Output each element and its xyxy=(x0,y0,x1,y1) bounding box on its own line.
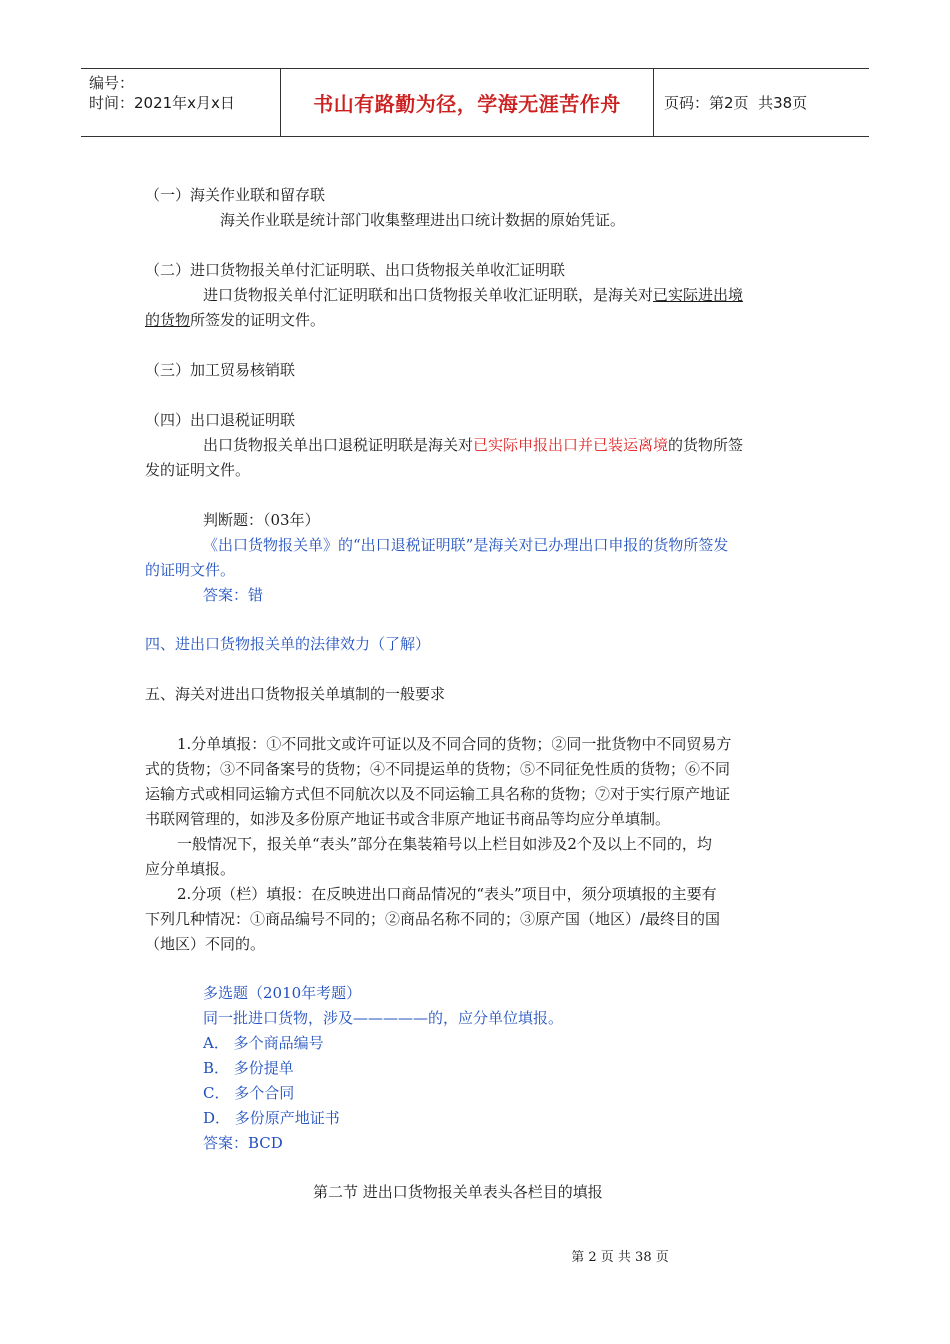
p1-line4: 书联网管理的，如涉及多份原产地证书或含非原产地证书商品等均应分单填制。 xyxy=(145,810,671,828)
sec4-title: 四、进出口货物报关单的法律效力（了解） xyxy=(145,635,431,653)
s1-title: （一）海关作业联和留存联 xyxy=(145,186,326,204)
s2-body-line2 xyxy=(145,308,325,333)
section-heading: 第二节 进出口货物报关单表头各栏目的填报 xyxy=(313,1183,603,1201)
s1-body: 海关作业联是统计部门收集整理进出口统计数据的原始凭证。 xyxy=(220,211,626,229)
page-footer: 第 2 页 共 38 页 xyxy=(571,1250,669,1265)
doc-number-label: 编号： xyxy=(89,74,135,92)
s4-body-a: 出口货物报关单出口退税证明联是海关对 xyxy=(203,436,474,454)
s4-body-b: 的货物所签 xyxy=(668,436,744,454)
p2-line1: 一般情况下，报关单“表头”部分在集装箱号以上栏目如涉及2个及以上不同的，均 xyxy=(177,835,712,853)
s4-body-red: 已实际申报出口并已装运离境 xyxy=(473,436,669,454)
doc-time-label: 时间：2021年x月x日 xyxy=(89,94,235,112)
p1-line1: 1.分单填报：①不同批文或许可证以及不同合同的货物；②同一批货物中不同贸易方 xyxy=(177,735,732,753)
page-header xyxy=(81,68,869,137)
p3-line1: 2.分项（栏）填报：在反映进出口商品情况的“表头”项目中，须分项填报的主要有 xyxy=(177,885,717,903)
s3-title: （三）加工贸易核销联 xyxy=(145,361,296,379)
s2-body-ul1: 已实际进出境 xyxy=(653,286,744,304)
mq-option-b: B． 多份提单 xyxy=(203,1059,294,1077)
mq-stem: 同一批进口货物，涉及—————的，应分单位填报。 xyxy=(203,1009,564,1027)
s2-body-a: 进口货物报关单付汇证明联和出口货物报关单收汇证明联，是海关对 xyxy=(203,286,654,304)
header-page-info: 页码：第2页 共38页 xyxy=(664,94,808,112)
s2-title: （二）进口货物报关单付汇证明联、出口货物报关单收汇证明联 xyxy=(145,261,566,279)
s2-body-line1 xyxy=(203,283,743,308)
q1-answer: 答案：错 xyxy=(203,586,264,604)
mq-answer: 答案：BCD xyxy=(203,1134,283,1152)
header-motto: 书山有路勤为径，学海无涯苦作舟 xyxy=(281,69,654,136)
mq-label: 多选题（2010年考题） xyxy=(203,984,362,1002)
mq-option-d: D． 多份原产地证书 xyxy=(203,1109,340,1127)
s4-body-line2: 发的证明文件。 xyxy=(145,461,251,479)
p2-line2: 应分单填报。 xyxy=(145,860,236,878)
s2-body-ul2: 的货物 xyxy=(145,311,191,329)
q1-line1: 《出口货物报关单》的“出口退税证明联”是海关对已办理出口申报的货物所签发 xyxy=(203,536,729,554)
mq-option-a: A． 多个商品编号 xyxy=(203,1034,324,1052)
mq-option-c: C． 多个合同 xyxy=(203,1084,295,1102)
p1-line3: 运输方式或相同运输方式但不同航次以及不同运输工具名称的货物；⑦对于实行原产地证 xyxy=(145,785,731,803)
q1-line2: 的证明文件。 xyxy=(145,561,236,579)
p3-line3: （地区）不同的。 xyxy=(145,935,266,953)
s4-body-line1 xyxy=(203,433,743,458)
p3-line2: 下列几种情况：①商品编号不同的；②商品名称不同的；③原产国（地区）/最终目的国 xyxy=(145,910,721,928)
header-meta xyxy=(81,69,281,136)
q1-label: 判断题：（03年） xyxy=(203,511,320,529)
s4-title: （四）出口退税证明联 xyxy=(145,411,296,429)
s2-body-b: 所签发的证明文件。 xyxy=(190,311,326,329)
p1-line2: 式的货物；③不同备案号的货物；④不同提运单的货物；⑤不同征免性质的货物；⑥不同 xyxy=(145,760,731,778)
sec5-title: 五、海关对进出口货物报关单填制的一般要求 xyxy=(145,685,446,703)
